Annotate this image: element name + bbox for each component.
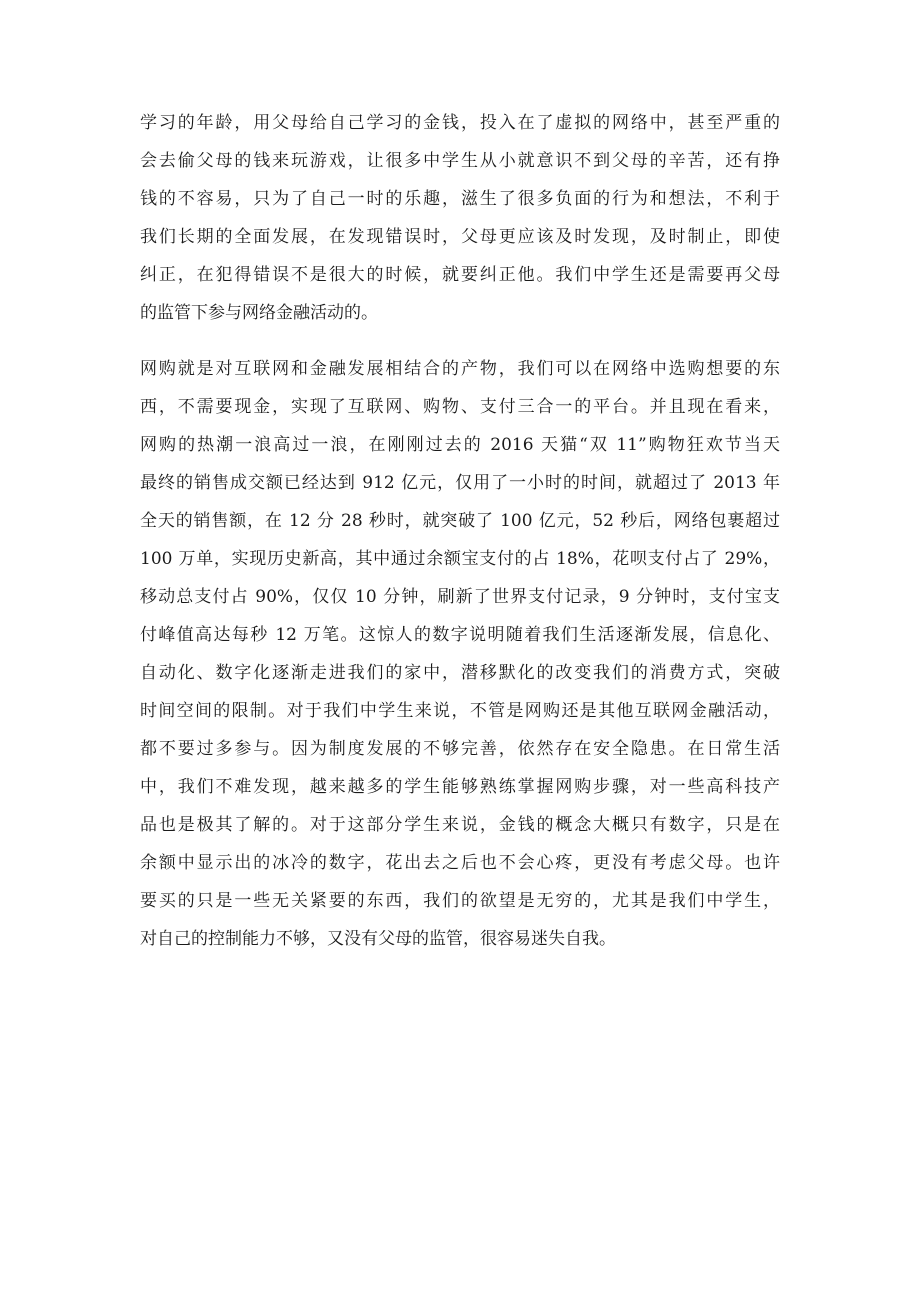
text-line: 付峰值高达每秒 12 万笔。这惊人的数字说明随着我们生活逐渐发展，信息化、	[140, 625, 780, 645]
paragraph-2	[140, 350, 780, 958]
text-line: 我们长期的全面发展，在发现错误时，父母更应该及时发现，及时制止，即使	[140, 227, 780, 247]
text-line: 自动化、数字化逐渐走进我们的家中，潜移默化的改变我们的消费方式，突破	[140, 663, 780, 683]
text-line: 对自己的控制能力不够，又没有父母的监管，很容易迷失自我。	[140, 929, 616, 949]
text-line: 网购就是对互联网和金融发展相结合的产物，我们可以在网络中选购想要的东	[140, 359, 780, 379]
document-body	[140, 104, 780, 958]
text-line: 纠正，在犯得错误不是很大的时候，就要纠正他。我们中学生还是需要再父母	[140, 265, 780, 285]
paragraph-spacer	[140, 332, 780, 350]
text-line: 要买的只是一些无关紧要的东西，我们的欲望是无穷的，尤其是我们中学生，	[140, 891, 780, 911]
text-line: 网购的热潮一浪高过一浪，在刚刚过去的 2016 天猫“双 11”购物狂欢节当天	[140, 435, 780, 455]
text-line: 时间空间的限制。对于我们中学生来说，不管是网购还是其他互联网金融活动，	[140, 701, 780, 721]
text-line: 中，我们不难发现，越来越多的学生能够熟练掌握网购步骤，对一些高科技产	[140, 777, 780, 797]
text-line: 的监管下参与网络金融活动的。	[140, 303, 378, 323]
text-line: 品也是极其了解的。对于这部分学生来说，金钱的概念大概只有数字，只是在	[140, 815, 780, 835]
text-line: 100 万单，实现历史新高，其中通过余额宝支付的占 18%，花呗支付占了 29%，	[140, 549, 780, 569]
text-line: 学习的年龄，用父母给自己学习的金钱，投入在了虚拟的网络中，甚至严重的	[140, 113, 780, 133]
text-line: 都不要过多参与。因为制度发展的不够完善，依然存在安全隐患。在日常生活	[140, 739, 780, 759]
text-line: 西，不需要现金，实现了互联网、购物、支付三合一的平台。并且现在看来，	[140, 397, 780, 417]
text-line: 全天的销售额，在 12 分 28 秒时，就突破了 100 亿元，52 秒后，网络包裹超过	[140, 511, 780, 531]
text-line: 余额中显示出的冰冷的数字，花出去之后也不会心疼，更没有考虑父母。也许	[140, 853, 780, 873]
text-line: 会去偷父母的钱来玩游戏，让很多中学生从小就意识不到父母的辛苦，还有挣	[140, 151, 780, 171]
text-line: 最终的销售成交额已经达到 912 亿元，仅用了一小时的时间，就超过了 2013 年	[140, 473, 780, 493]
text-line: 移动总支付占 90%，仅仅 10 分钟，刷新了世界支付记录，9 分钟时，支付宝支	[140, 587, 780, 607]
text-line: 钱的不容易，只为了自己一时的乐趣，滋生了很多负面的行为和想法，不利于	[140, 189, 780, 209]
paragraph-1	[140, 104, 780, 332]
